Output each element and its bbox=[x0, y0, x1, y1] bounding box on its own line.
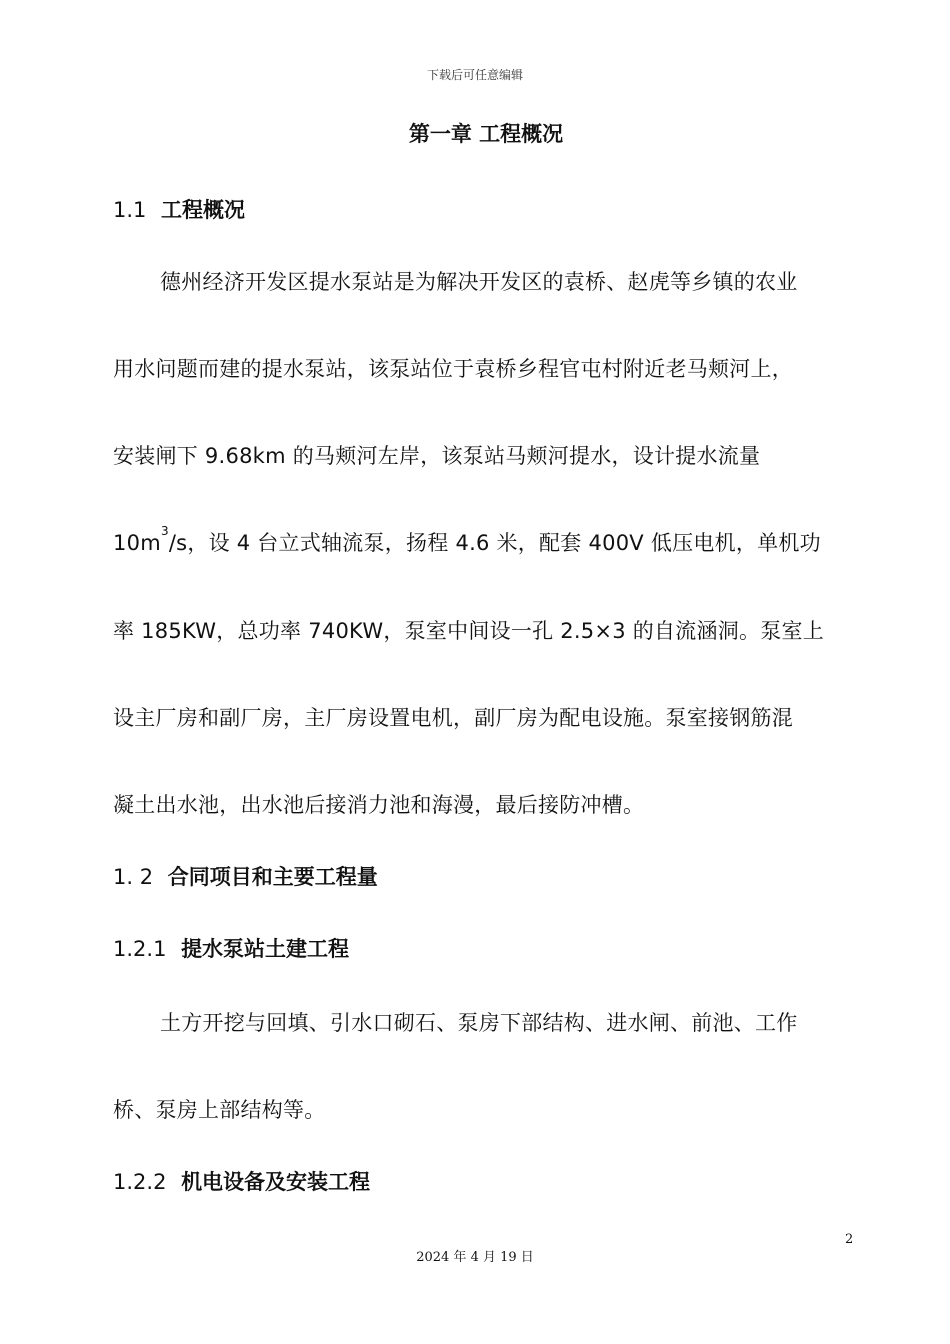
section-title: 提水泵站土建工程 bbox=[181, 937, 350, 961]
paragraph-line: 设主厂房和副厂房，主厂房设置电机，副厂房为配电设施。泵室接钢筋混 bbox=[113, 706, 793, 730]
section-title: 合同项目和主要工程量 bbox=[167, 865, 378, 889]
section-title: 机电设备及安装工程 bbox=[181, 1170, 371, 1194]
paragraph-line: 安装闸下 9.68km 的马颊河左岸，该泵站马颊河提水，设计提水流量 bbox=[113, 444, 761, 468]
paragraph-line: 凝土出水池，出水池后接消力池和海漫，最后接防冲槽。 bbox=[113, 793, 645, 817]
section-title: 工程概况 bbox=[161, 198, 246, 222]
section-1-1-heading bbox=[113, 194, 245, 224]
section-1-2-2-heading bbox=[113, 1166, 370, 1196]
paragraph-line: 桥、泵房上部结构等。 bbox=[113, 1098, 326, 1122]
paragraph-line: 德州经济开发区提水泵站是为解决开发区的袁桥、赵虎等乡镇的农业 bbox=[160, 270, 798, 294]
paragraph-line: 率 185KW，总功率 740KW，泵室中间设一孔 2.5×3 的自流涵洞。泵室上 bbox=[113, 619, 825, 643]
flow-rate-value: 10m bbox=[113, 531, 161, 555]
paragraph-line bbox=[113, 524, 858, 557]
page-number: 2 bbox=[845, 1232, 854, 1247]
section-number: 1.2.1 bbox=[113, 937, 167, 961]
line-text: /s，设 4 台立式轴流泵，扬程 4.6 米，配套 400V 低压电机，单机功 bbox=[168, 531, 821, 555]
section-number: 1.2.2 bbox=[113, 1170, 167, 1194]
section-1-2-heading bbox=[113, 861, 378, 891]
section-1-2-1-heading bbox=[113, 933, 349, 963]
footer-date: 2024 年 4 月 19 日 bbox=[416, 1250, 534, 1265]
section-number: 1. 2 bbox=[113, 865, 154, 889]
paragraph-line: 用水问题而建的提水泵站，该泵站位于袁桥乡程官屯村附近老马颊河上， bbox=[113, 357, 793, 381]
header-note: 下载后可任意编辑 bbox=[426, 68, 523, 82]
chapter-title: 第一章 工程概况 bbox=[408, 122, 564, 146]
section-number: 1.1 bbox=[113, 198, 147, 222]
superscript: 3 bbox=[160, 524, 169, 538]
paragraph-line: 土方开挖与回填、引水口砌石、泵房下部结构、进水闸、前池、工作 bbox=[160, 1011, 798, 1035]
